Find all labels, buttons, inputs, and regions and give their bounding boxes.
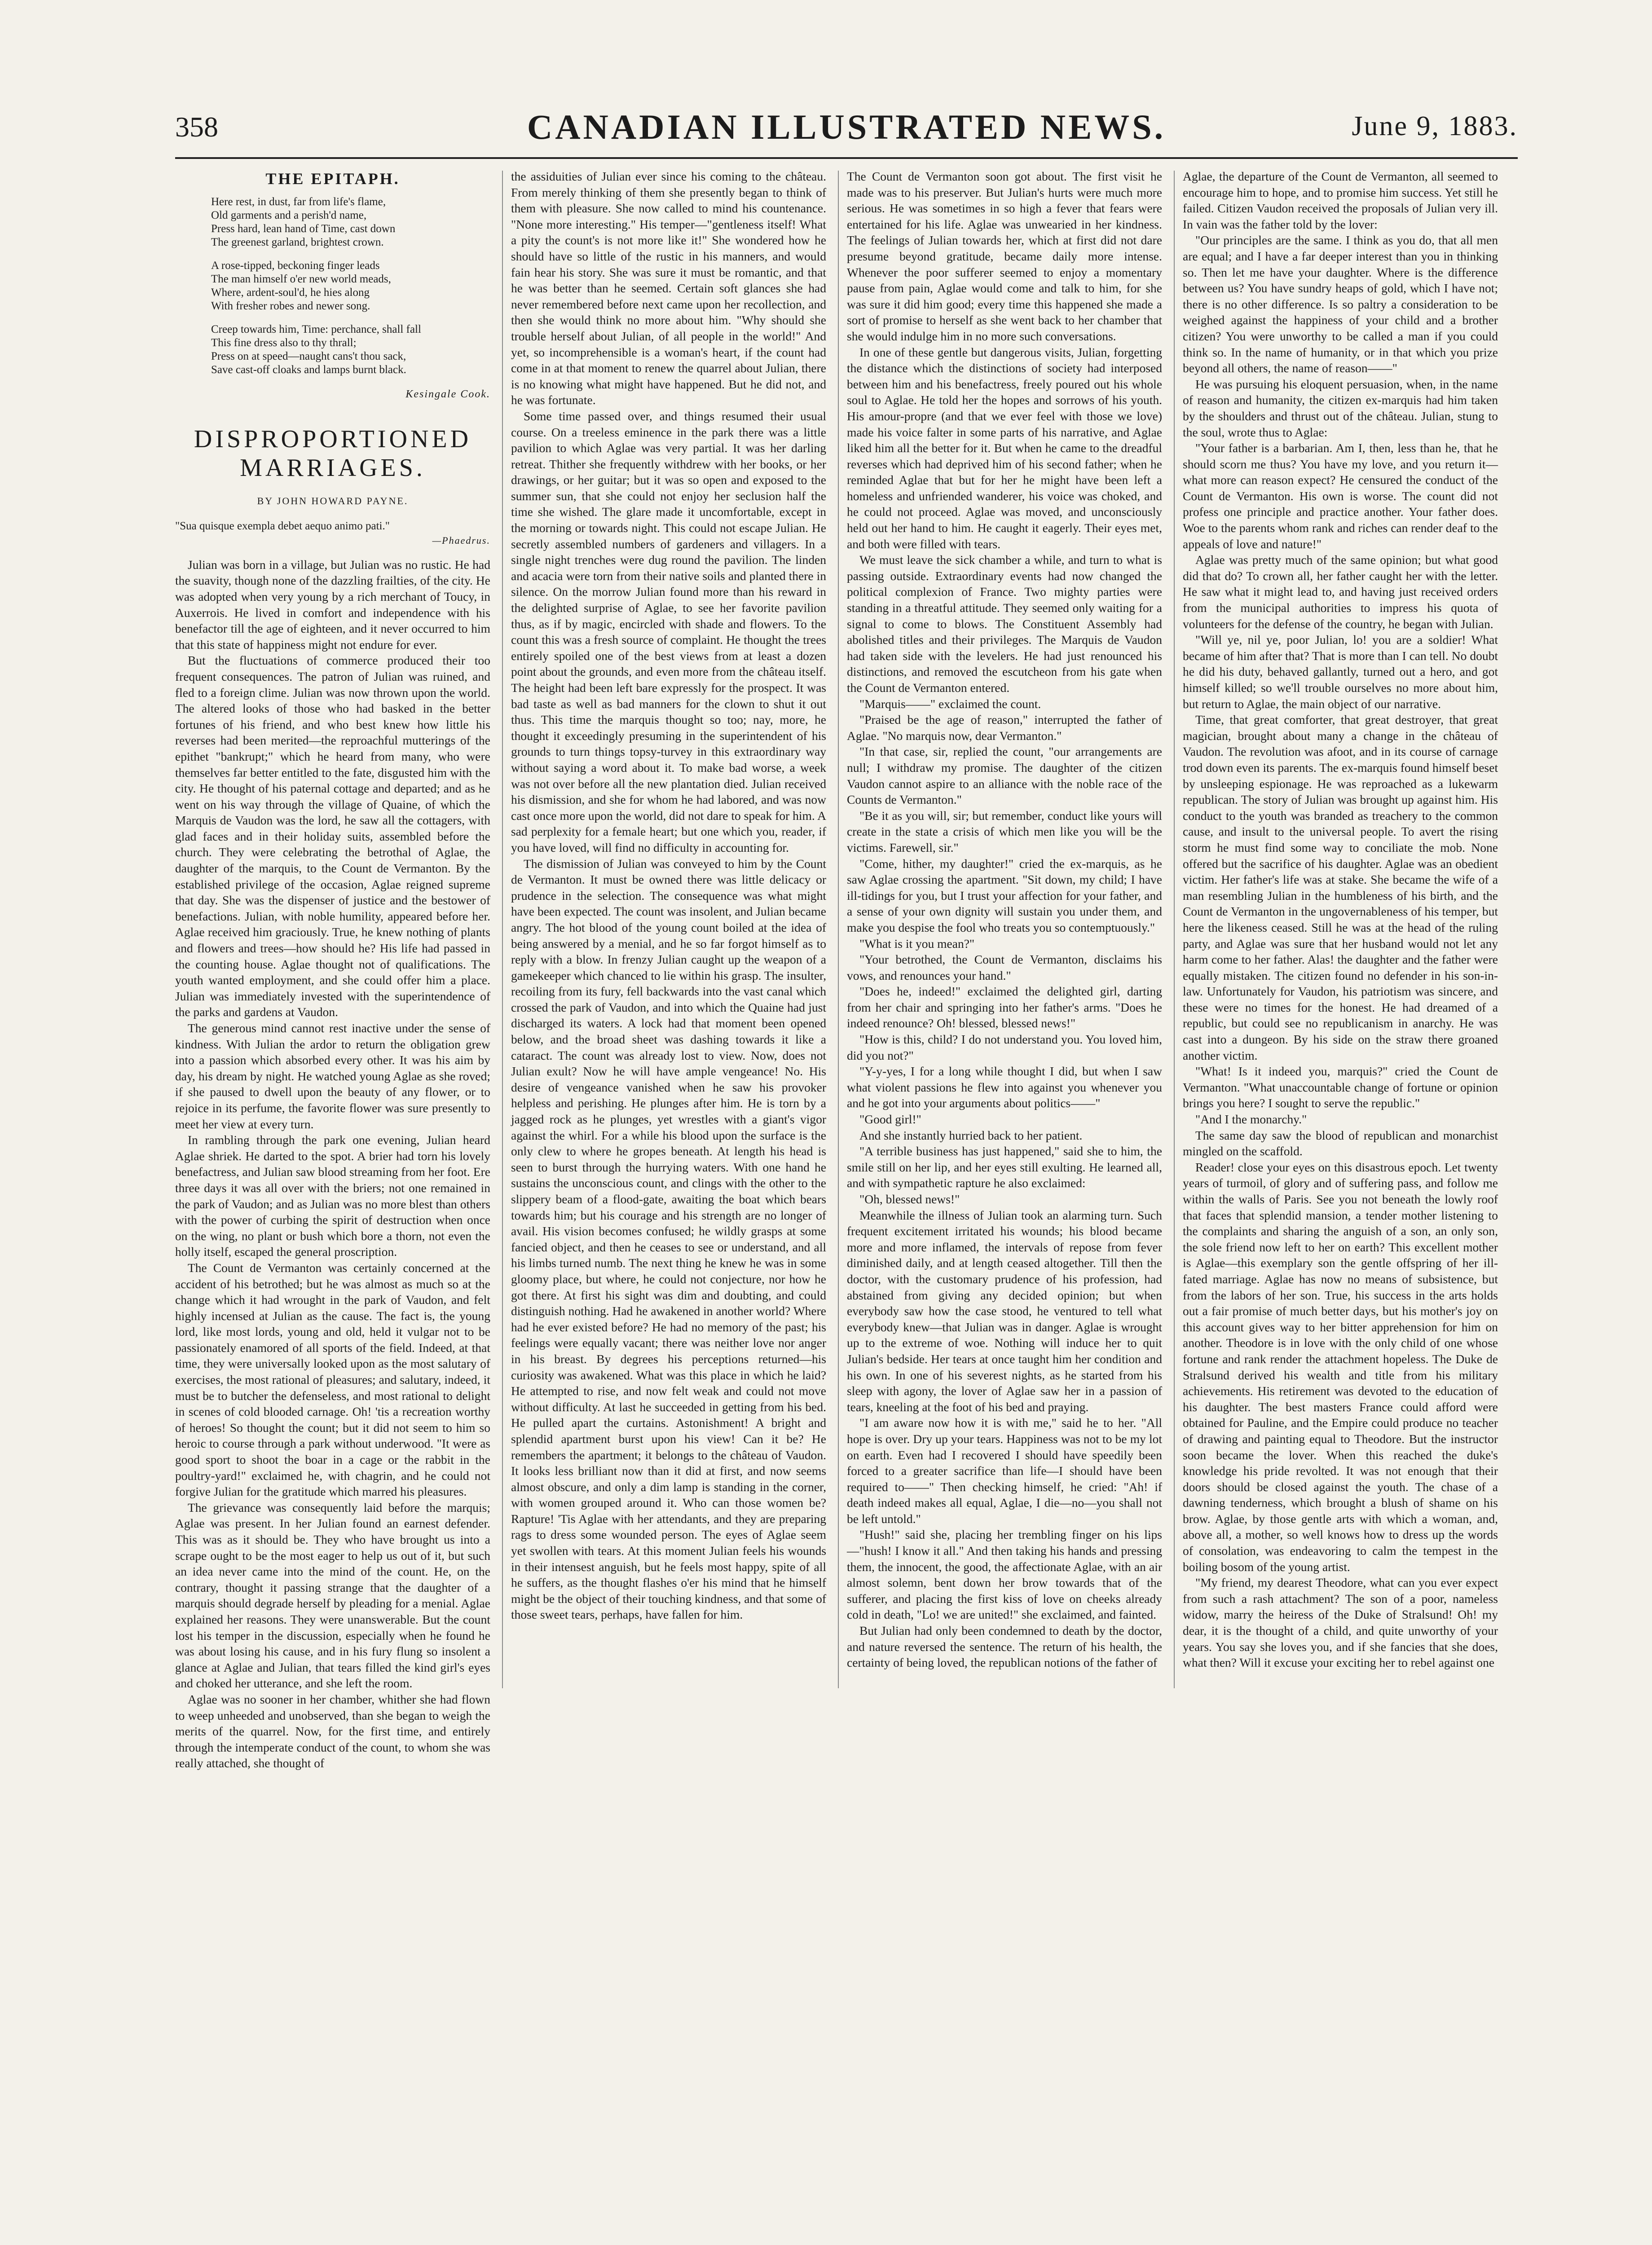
paragraph: In one of these gentle but dangerous visits, Julian, forgetting the distance which the distinctions of society had interposed between him and his benefactress, freely poured out his whole soul to Aglae. He told her the hopes and sorrows of his youth. His amour-propre (and that we ever feel with those we love) made his voice falter in some parts of his narrative, and Aglae liked him all the better for it. But when he came to the dreadful reverses which had deprived him of his second father; when he reminded Aglae that but for her he might have been left a homeless and unfriended wanderer, his voice was choked, and he could not proceed. Aglae was moved, and unconsciously held out her hand to him. He caught it eagerly. Their eyes met, and both were filled with tears.	[847, 345, 1162, 551]
paragraph: "Hush!" said she, placing her trembling finger on his lips—"hush! I know it all." And then taking his hands and pressing them, the innocent, the good, the affectionate Aglae, with an air almost solemn, bent down her brow towards that of the sufferer, and placing the first kiss of love on cheeks already cold in death, "Lo! we are united!" she exclaimed, and fainted.	[847, 1527, 1162, 1622]
poem-line: The man himself o'er new world meads,	[211, 273, 391, 285]
poem-stanza	[211, 323, 490, 377]
issue-date: June 9, 1883.	[1352, 111, 1518, 141]
paragraph: Some time passed over, and things resumed their usual course. On a treeless eminence in the park there was a little pavilion to which Aglae was very partial. It was her darling retreat. Thither she frequently withdrew with her books, or her drawings, or her guitar; but it was so open and exposed to the summer sun, that she could not enjoy her seclusion half the time she wished. The glare made it uncomfortable, except in the morning or towards night. This could not escape Julian. He secretly assembled numbers of gardeners and villagers. In a single night trenches were dug round the pavilion. The linden and acacia were torn from their native soils and planted there in silence. On the morrow Julian found more than his reward in the delighted surprise of Aglae, to see her favorite pavilion thus, as if by magic, encircled with shade and flowers. To the count this was a fresh source of complaint. He thought the trees entirely spoiled one of the best views from at least a dozen point about the grounds, and even more from the château itself. The height had been left bare expressly for the prospect. It was bad taste as well as bad manners for the clown to shut it out thus. This time the marquis thought so too; nay, more, he thought it exceedingly presuming in the superintendent of his grounds to turn things topsy-turvey in this extraordinary way without saying a word about it. To make bad worse, a week was not over before all the new plantation died. Julian received his dismission, and she for whom he had labored, and was now cast once more upon the world, did not dare to speak for him. A sad perplexity for a female heart; but one which you, reader, if you have loved, will find no difficulty in accounting for.	[511, 409, 826, 854]
paragraph: We must leave the sick chamber a while, and turn to what is passing outside. Extraordinary events had now changed the political complexion of France. Two mighty parties were standing in a threatful attitude. They seemed only waiting for a signal to come to blows. The Constituent Assembly had abolished titles and their privileges. The Marquis de Vaudon had taken side with the levelers. He had just renounced his distinctions, and removed the escutcheon from his gate when the Count de Vermanton entered.	[847, 553, 1162, 695]
poem-line: With fresher robes and newer song.	[211, 299, 370, 312]
poem-body	[175, 195, 490, 377]
paragraph: The Count de Vermanton soon got about. The first visit he made was to his preserver. But Julian's hurts were much more serious. He was sometimes in so high a fever that fears were entertained for his life. Aglae was unwearied in her kindness. The feelings of Julian towards her, which at first did not dare presume beyond gratitude, became daily more intense. Whenever the poor sufferer seemed to enjoy a momentary pause from pain, Aglae would come and talk to him, for she was sure it did him good; every time this happened she made a sort of promise to herself as she went back to her chamber that she would indulge him in no more such conversations.	[847, 169, 1162, 343]
paragraph: "Your betrothed, the Count de Vermanton, disclaims his vows, and renounces your hand."	[847, 952, 1162, 982]
column-3-text	[847, 168, 1162, 1671]
header-rule	[175, 157, 1518, 159]
paragraph: "What is it you mean?"	[859, 936, 975, 951]
paragraph: "Your father is a barbarian. Am I, then, less than he, that he should scorn me thus? You have my love, and you return it—what more can reason expect? He censured the conduct of the Count de Vermanton. His own is worse. The count did not profess one principle and practice another. Your father does. Woe to the parents whom rank and riches can render deaf to the appeals of love and nature!"	[1183, 441, 1498, 551]
paragraph: Aglae was pretty much of the same opinion; but what good did that do? To crown all, her father caught her with the letter. He saw what it might lead to, and having just received orders from the municipal authorities to impress his quota of volunteers for the defense of the country, he began with Julian.	[1183, 553, 1498, 631]
paragraph: Meanwhile the illness of Julian took an alarming turn. Such frequent excitement irritated his wounds; his blood became more and more inflamed, the intervals of repose from fever diminished daily, and at length ceased altogether. Till then the doctor, with the customary prudence of his profession, had abstained from giving any decided opinion; but when everybody saw how the case stood, he ventured to tell what everybody knew—that Julian was in danger. Aglae is wrought up to the extreme of woe. Nothing will induce her to quit Julian's bedside. Her tears at once taught him her condition and his own. In one of his severest nights, as he started from his sleep with agony, the lover of Aglae saw her in a passion of tears, kneeling at the foot of his bed and praying.	[847, 1208, 1162, 1414]
column-divider	[1174, 171, 1175, 1688]
poem-stanza	[211, 195, 490, 249]
paragraph: "Marquis——" exclaimed the count.	[859, 696, 1041, 711]
paragraph: "Does he, indeed!" exclaimed the delighted girl, darting from her chair and springing into her father's arms. "Does he indeed renounce? Oh! blessed, blessed news!"	[847, 984, 1162, 1030]
paragraph: "Will ye, nil ye, poor Julian, lo! you are a soldier! What became of him after that? That is more than I can tell. No doubt he did his duty, behaved gallantly, turned out a hero, and got himself killed; so we'll trouble ourselves no more about him, but return to Aglae, the main object of our narrative.	[1183, 633, 1498, 711]
paragraph: "Good girl!"	[859, 1112, 921, 1127]
paragraph: "Praised be the age of reason," interrupted the father of Aglae. "No marquis now, dear Vermanton."	[847, 713, 1162, 743]
paragraph: The generous mind cannot rest inactive under the sense of kindness. With Julian the ardor to return the obligation grew into a passion which absorbed every other. It was his aim by day, his dream by night. He watched young Aglae as she roved; if she paused to dwell upon the beauty of any flower, or to rejoice in its perfume, the favorite flower was sure presently to meet her view at every turn.	[175, 1021, 490, 1131]
page-number: 358	[175, 111, 218, 143]
poem-line: The greenest garland, brightest crown.	[211, 236, 384, 248]
paragraph: the assiduities of Julian ever since his coming to the château. From merely thinking of them she presently began to think of them with pleasure. She now called to mind his countenance. "None more interesting." His temper—"gentleness itself! What a pity the count's is not more like it!" She wondered how he should have so little of the rustic in his manners, and would fain hear his story. She was sure it must be romantic, and that he was better than he seemed. Certain soft glances she had never remembered before next came upon her recollection, and then she would think no more about him. "Why should she trouble herself about Julian, of all people in the world!" And yet, so incomprehensible is a woman's heart, if the count had come in at that moment to renew the quarrel about Julian, there is no knowing what might have happened. But he did not, and he was fortunate.	[511, 169, 826, 407]
paragraph: Time, that great comforter, that great destroyer, that great magician, brought about many a change in the château of Vaudon. The revolution was afoot, and in its course of carnage trod down even its parents. The ex-marquis found himself beset by unsleeping espionage. He was reproached as a lukewarm republican. The story of Julian was brought up against him. His conduct to the youth was branded as treachery to the common cause, and insult to the universal people. To avert the rising storm he must find some way to conciliate the mob. None offered but the sacrifice of his daughter. Aglae was an obedient victim. Her father's life was at stake. She became the wife of a man resembling Julian in the humbleness of his birth, and the Count de Vermanton in the ungovernableness of his temper, but here the likeness ceased. Still he was at the head of the ruling party, and Aglae was sure that her husband would not let any harm come to her father. Alas! the daughter and the father were equally mistaken. The citizen found no defender in his son-in-law. Unfortunately for Vaudon, his patriotism was sincere, and these were no times for the honest. He had dreamed of a republic, but could see no republicanism in anarchy. He was cast into a dungeon. By his side on the straw there groaned another victim.	[1183, 713, 1498, 1062]
column-1-text	[175, 557, 490, 1771]
story-title-line-2: MARRIAGES.	[240, 454, 426, 482]
paragraph: In rambling through the park one evening, Julian heard Aglae shriek. He darted to the spot. A brier had torn his lovely benefactress, and Julian saw blood streaming from her foot. Ere three days it was all over with the briers; not one remained in the park of Vaudon; and as Julian was no more blest than others with the power of curbing the spirit of destruction when once on the wing, no plant or bush which bore a thorn, not even the holly itself, escaped the general proscription.	[175, 1133, 490, 1259]
column-3	[847, 168, 1162, 1684]
poem-title: THE EPITAPH.	[265, 170, 400, 188]
epigraph	[175, 519, 490, 548]
column-2	[511, 168, 826, 1684]
poem-line: Press hard, lean hand of Time, cast down	[211, 222, 396, 235]
poem-author: Kesingale Cook.	[405, 388, 490, 400]
paragraph: "My friend, my dearest Theodore, what can you ever expect from such a rash attachment? The son of a poor, nameless widow, marry the heiress of the Duke of Stralsund! Oh! my dear, it is the thought of a child, and quite unworthy of your years. You say she loves you, and if she fancies that she does, what then? Will it excuse your exciting her to rebel against one	[1183, 1576, 1498, 1670]
paragraph: The same day saw the blood of republican and monarchist mingled on the scaffold.	[1183, 1128, 1498, 1158]
paragraph: But the fluctuations of commerce produced their too frequent consequences. The patron of Julian was ruined, and fled to a foreign clime. Julian was now thrown upon the world. The altered looks of those who had basked in the better fortunes of his friend, and who best knew how little his reverses had been merited—the reproachful mutterings of the epithet "bankrupt;" which he heard from many, who were themselves far better entitled to the fate, disgusted him with the city. He thought of his paternal cottage and departed; and as he went on his way through the village of Quaine, of which the Marquis de Vaudon was the lord, he saw all the cottagers, with glad faces and in their holiday suits, assembled before the church. They were celebrating the betrothal of Aglae, the daughter of the marquis, to the Count de Vermanton. By the established privilege of the occasion, Aglae reigned supreme that day. She was the dispenser of justice and the bestower of benefactions. Julian, with noble humility, appeared before her. Aglae received him graciously. True, he knew nothing of plants and flowers and trees—how should he? His life had passed in the counting house. Aglae thought not of qualifications. The youth wanted employment, and she could offer him a place. Julian was immediately invested with the superintendence of the parks and gardens at Vaudon.	[175, 653, 490, 1019]
paragraph: He was pursuing his eloquent persuasion, when, in the name of reason and humanity, the citizen ex-marquis had him taken by the shoulders and thrust out of the château. Julian, stung to the soul, wrote thus to Aglae:	[1183, 377, 1498, 439]
paragraph: "Come, hither, my daughter!" cried the ex-marquis, as he saw Aglae crossing the apartment. "Sit down, my child; I have ill-tidings for you, but I trust your affection for your father, and a sense of your own dignity will sustain you under them, and make you despise the fool who treats you so contemptuously."	[847, 856, 1162, 934]
column-4-text	[1183, 168, 1498, 1671]
poem-line: Where, ardent-soul'd, he hies along	[211, 286, 370, 299]
masthead-title: CANADIAN ILLUSTRATED NEWS.	[527, 107, 1166, 146]
paragraph: But Julian had only been condemned to death by the doctor, and nature reversed the sentence. The return of his health, the certainty of being loved, the republican notions of the father of	[847, 1624, 1162, 1670]
paragraph: Reader! close your eyes on this disastrous epoch. Let twenty years of turmoil, of glory and of suffering pass, and follow me within the walls of Paris. See you not beneath the lowly roof that faces that splendid mansion, a tender mother listening to the complaints and sharing the anguish of a son, an only son, the sole friend now left to her on earth? This excellent mother is Aglae—this exemplary son the gentle offspring of her ill-fated marriage. Aglae has now no means of subsistence, but from the labors of her son. True, his success in the arts holds out a fair promise of much better days, but his mother's joy on this account gives way to her bitter apprehension for him on another. Theodore is in love with the only child of one whose fortune and rank render the attachment hopeless. The Duke de Stralsund derived his wealth and title from his military achievements. His retirement was devoted to the education of his daughter. The best masters France could afford were obtained for Pauline, and the Empire could produce no teacher of drawing and painting equal to Theodore. But the instructor soon became the lover. When this reached the duke's knowledge his pride revolted. It was not enough that their doors should be closed against the youth. The chase of a dawning tenderness, which brought a blush of shame on his brow. Aglae, by those gentle arts with which a woman, and, above all, a mother, so well knows how to dress up the words of consolation, was endeavoring to calm the tempest in the boiling bosom of the young artist.	[1183, 1160, 1498, 1574]
poem-line: Creep towards him, Time: perchance, shall fall	[211, 323, 421, 335]
paragraph: "Oh, blessed news!"	[859, 1192, 960, 1206]
paragraph: "A terrible business has just happened," said she to him, the smile still on her lip, and her eyes still exulting. He learned all, and with sympathetic rapture he also exclaimed:	[847, 1144, 1162, 1190]
column-1	[175, 168, 490, 1770]
paragraph: "In that case, sir, replied the count, "our arrangements are null; I withdraw my promise. The daughter of the citizen Vaudon cannot aspire to an alliance with the noble race of the Counts de Vermanton."	[847, 744, 1162, 807]
paragraph: "Our principles are the same. I think as you do, that all men are equal; and I have a far deeper interest than you in thinking so. Then let me have your daughter. Where is the difference between us? You have sundry heaps of gold, which I have not; there is no other difference. Is so paltry a consideration to be weighed against the happiness of your child and a brother citizen? You were unworthy to be called a man if you could think so. In the name of humanity, or in that which you prize beyond all others, the name of reason——"	[1183, 233, 1498, 375]
paragraph: "What! Is it indeed you, marquis?" cried the Count de Vermanton. "What unaccountable change of fortune or opinion brings you here? I sought to serve the republic."	[1183, 1064, 1498, 1110]
paragraph: And she instantly hurried back to her patient.	[859, 1128, 1083, 1142]
paragraph: The grievance was consequently laid before the marquis; Aglae was present. In her Julian found an earnest defender. This was as it should be. They who have brought us into a scrape ought to be the most eager to help us out of it, but such an idea never came into the mind of the count. He, on the contrary, thought it passing strange that the daughter of a marquis should degrade herself by pleading for a menial. Aglae explained her reasons. They were unanswerable. But the count lost his temper in the discussion, especially when he found he was about losing his cause, and in his fury flung so insolent a glance at Aglae and Julian, that tears filled the kind girl's eyes and choked her utterance, and she left the room.	[175, 1500, 490, 1690]
poem-line: Here rest, in dust, far from life's flame,	[211, 195, 386, 208]
paragraph: "I am aware now how it is with me," said he to her. "All hope is over. Dry up your tears. Happiness was not to be my lot on earth. Even had I recovered I should have speedily been forced to a greater sacrifice than life—I should have been required to——" Then checking himself, he cried: "Ah! if death indeed makes all equal, Aglae, I die—no—you shall not be left untold."	[847, 1416, 1162, 1526]
poem-line: A rose-tipped, beckoning finger leads	[211, 259, 380, 272]
column-2-text	[511, 168, 826, 1623]
column-4	[1183, 168, 1498, 1684]
poem-line: Press on at speed—naught cans't thou sack,	[211, 350, 406, 362]
paragraph: Aglae was no sooner in her chamber, whither she had flown to weep unheeded and unobserved, than she began to weigh the merits of the quarrel. Now, for the first time, and entirely through the intemperate conduct of the count, to whom she was really attached, she thought of	[175, 1692, 490, 1770]
paragraph: The dismission of Julian was conveyed to him by the Count de Vermanton. It must be owned there was little delicacy or prudence in the selection. The consequence was what might have been expected. The count was insolent, and Julian became angry. The hot blood of the young count boiled at the idea of being answered by a menial, and he so far forgot himself as to reply with a blow. In frenzy Julian caught up the weapon of a gamekeeper which chanced to lie within his grasp. The insulter, recoiling from its fury, fell backwards into the vast canal which crossed the park of Vaudon, and into which the Quaine had just discharged its waters. A lock had that moment been opened below, and the broad sheet was dashing towards it like a cataract. The count was already lost to view. Now, does not Julian exult? Now he will have ample vengeance! No. His desire of vengeance vanished when he saw his provoker helpless and perishing. He plunges after him. He is torn by a jagged rock as he plunges, yet wrestles with a giant's vigor against the whirl. For a while his blood upon the surface is the only clew to where he gropes beneath. At length his head is seen to burst through the hurrying waters. With one hand he sustains the unconscious count, and clings with the other to the slippery beam of a flood-gate, awaiting the boat which bears towards him; but his courage and his strength are no longer of avail. His vision becomes confused; he wildly grasps at some fancied object, and then he ceases to see or understand, and all his limbs turned numb. The next thing he knew he was in some gloomy place, but where, he could not conjecture, nor how he got there. At first his sight was dim and doubting, and could distinguish nothing. Had he awakened in another world? Where had he ever existed before? He had no memory of the past; his feelings were equally vacant; there was neither love nor anger in his breast. By degrees his perceptions returned—his curiosity was awakened. What was this place in which he laid? He attempted to rise, and now felt weak and could not move without difficulty. At last he succeeded in getting from his bed. He pulled apart the curtains. Astonishment! A bright and splendid apartment burst upon his view! Can it be? He remembers the apartment; it belongs to the château of Vaudon. It looks less brilliant now than it did at first, and now seems almost obscure, and only a dim lamp is standing in the corner, with women grouped around it. Who can those women be? Rapture! 'Tis Aglae with her attendants, and they are preparing rags to dress some wounded person. The eyes of Aglae seem yet swollen with tears. At this moment Julian feels his wounds in their intensest anguish, but he feels most happy, spite of all he suffers, as the thought flashes o'er his mind that he himself might be the object of their touching kindness, and that some of those sweet tears, perhaps, have fallen for him.	[511, 856, 826, 1622]
paragraph: The Count de Vermanton was certainly concerned at the accident of his betrothed; but he was almost as much so at the change which it had wrought in the park of Vaudon, and felt highly incensed at Julian as the cause. The fact is, the young lord, like most lords, young and old, held it vulgar not to be passionately enamored of all sports of the field. Indeed, at that time, they were universally looked upon as the most salutary of exercises, the most rational of pleasures; and salutary, indeed, it must be to butcher the defenseless, and most rational to delight in scenes of cold blooded carnage. Oh! 'tis a recreation worthy of heroes! So thought the count; but it did not seem to him so heroic to course through a park without underwood. "It were as good sport to shoot the boar in a cage or the rabbit in the poultry-yard!" exclaimed he, with chagrin, and he could not forgive Julian for the gratitude which marred his pleasures.	[175, 1260, 490, 1499]
column-divider	[838, 171, 839, 1688]
story-title	[175, 425, 490, 482]
epigraph-source: —Phaedrus.	[432, 534, 490, 546]
poem-line: This fine dress also to thy thrall;	[211, 336, 357, 349]
story-title-line-1: DISPROPORTIONED	[194, 425, 472, 453]
poem-line: Old garments and a perish'd name,	[211, 209, 367, 221]
column-divider	[502, 171, 503, 1688]
poem-line: Save cast-off cloaks and lamps burnt black.	[211, 363, 406, 376]
epigraph-text: "Sua quisque exempla debet aequo animo pati."	[175, 519, 390, 532]
poem-stanza	[211, 259, 490, 313]
page-header	[175, 107, 1518, 156]
paragraph: "How is this, child? I do not understand you. You loved him, did you not?"	[847, 1032, 1162, 1062]
story-byline: BY JOHN HOWARD PAYNE.	[257, 495, 409, 507]
paragraph: Julian was born in a village, but Julian was no rustic. He had the suavity, though none of the dazzling frailties, of the city. He was adopted when very young by a rich merchant of Toucy, in Auxerrois. He lived in comfort and independence with his benefactor till the age of eighteen, and it never occurred to him that this state of happiness might not endure for ever.	[175, 557, 490, 651]
paragraph: "And I the monarchy."	[1195, 1112, 1307, 1127]
paragraph: Aglae, the departure of the Count de Vermanton, all seemed to encourage him to hope, and to promise him success. Yet still he failed. Citizen Vaudon received the proposals of Julian very ill. In vain was the father told by the lover:	[1183, 169, 1498, 231]
paragraph: "Y-y-yes, I for a long while thought I did, but when I saw what violent passions he flew into against you whenever you and he got into your arguments about politics——"	[847, 1064, 1162, 1110]
paragraph: "Be it as you will, sir; but remember, conduct like yours will create in the state a crisis of which men like you will be the victims. Farewell, sir."	[847, 808, 1162, 854]
